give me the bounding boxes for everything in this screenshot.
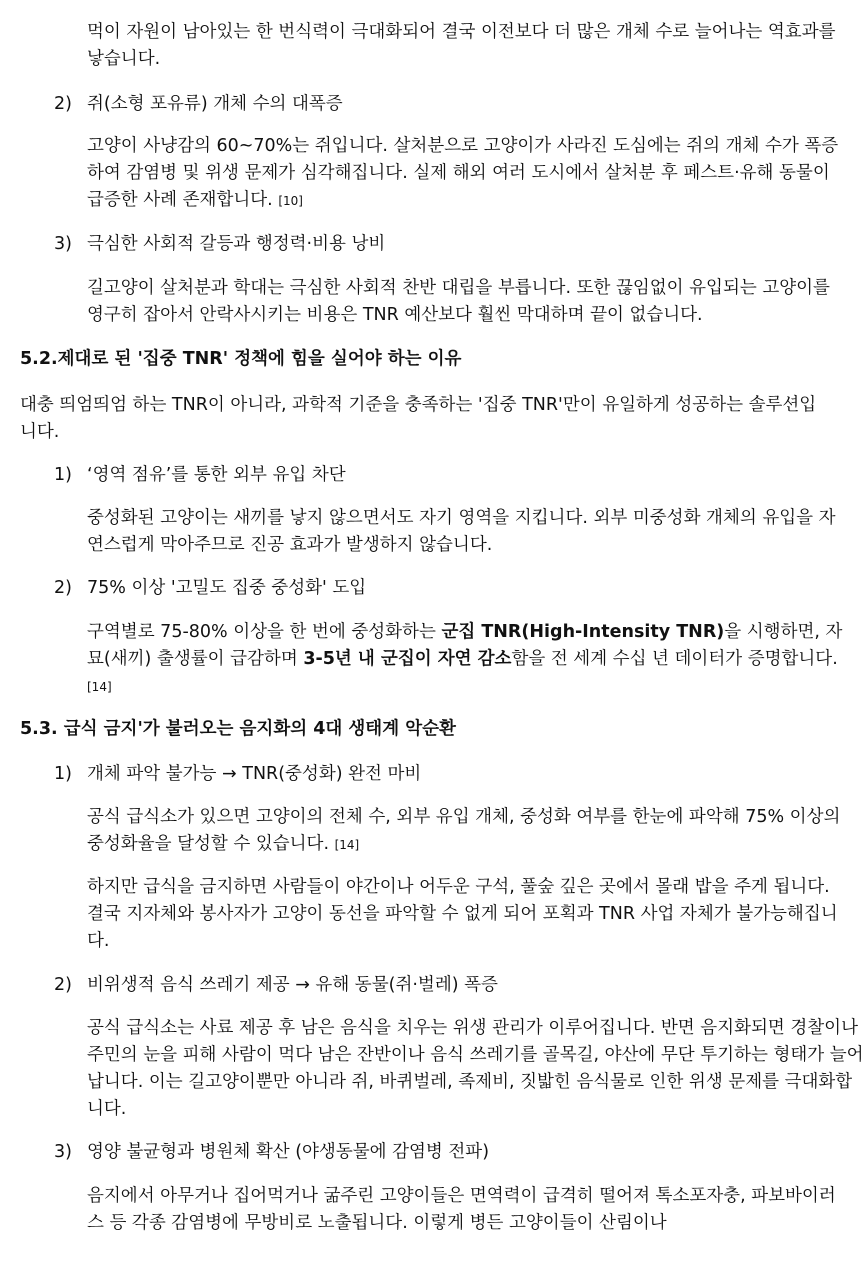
list-number: 2) bbox=[54, 578, 72, 598]
list-number: 3) bbox=[54, 234, 72, 254]
list-item-title: 75% 이상 '고밀도 집중 중성화' 도입 bbox=[87, 578, 367, 598]
list-number: 3) bbox=[54, 1142, 72, 1162]
bold-term: 군집 TNR(High-Intensity TNR) bbox=[441, 622, 725, 642]
hygiene-paragraph: 공식 급식소는 사료 제공 후 남은 음식을 치우는 위생 관리가 이루어집니다. 반면 음지화되면 경찰이나 주민의 눈을 피해 사람이 먹다 남은 잔반이나 음식 쓰레기를 골목길, 야산에 무단 투기하는 형태가 늘어납니다. 이는 길고양이뿐만 아니라 쥐, 바퀴벌레, 족제비, 짓밟힌 음식물로 인한 위생 문제를 극대화합니다. bbox=[87, 1018, 864, 1119]
citation-ref: [14] bbox=[87, 680, 112, 694]
text-run: 함을 전 세계 수십 년 데이터가 증명합니다. bbox=[511, 649, 838, 669]
list-item-hygiene bbox=[54, 972, 844, 999]
citation-ref: [10] bbox=[278, 194, 303, 208]
high-density-paragraph bbox=[87, 619, 847, 701]
tracking-paragraph-1 bbox=[87, 804, 847, 859]
tracking-text: 공식 급식소가 있으면 고양이의 전체 수, 외부 유입 개체, 중성화 여부를 한눈에 파악해 75% 이상의 중성화율을 달성할 수 있습니다. bbox=[87, 807, 841, 854]
list-item-title: 극심한 사회적 갈등과 행정력·비용 낭비 bbox=[87, 234, 386, 254]
list-item-title: 영양 불균형과 병원체 확산 (야생동물에 감염병 전파) bbox=[87, 1142, 490, 1162]
rodent-text: 고양이 사냥감의 60~70%는 쥐입니다. 살처분으로 고양이가 사라진 도심에는 쥐의 개체 수가 폭증하여 감염병 및 위생 문제가 심각해집니다. 실제 해외 여러 도시에서 살처분 후 페스트·유해 동물이 급증한 사례 존재합니다. bbox=[87, 136, 839, 210]
text-run: 구역별로 75-80% 이상을 한 번에 중성화하는 bbox=[87, 622, 442, 642]
section-heading-5-3: 5.3. 급식 금지'가 불러오는 음지화의 4대 생태계 악순환 bbox=[20, 719, 456, 739]
intro-paragraph: 먹이 자원이 남아있는 한 번식력이 극대화되어 결국 이전보다 더 많은 개체 수로 늘어나는 역효과를 낳습니다. bbox=[87, 22, 836, 69]
list-item-high-density bbox=[54, 575, 844, 602]
text-run: 을 시행하면, 자묘(새끼) 출생률이 급감하며 bbox=[87, 622, 843, 669]
bold-term: 3-5년 내 군집이 자연 감소 bbox=[303, 649, 512, 669]
section-heading-5-2: 5.2.제대로 된 '집중 TNR' 정책에 힘을 실어야 하는 이유 bbox=[20, 349, 462, 369]
list-number: 1) bbox=[54, 465, 72, 485]
territory-paragraph: 중성화된 고양이는 새끼를 낳지 않으면서도 자기 영역을 지킵니다. 외부 미중성화 개체의 유입을 자연스럽게 막아주므로 진공 효과가 발생하지 않습니다. bbox=[87, 508, 836, 555]
tracking-paragraph-2: 하지만 급식을 금지하면 사람들이 야간이나 어두운 구석, 풀숲 깊은 곳에서 몰래 밥을 주게 됩니다. 결국 지자체와 봉사자가 고양이 동선을 파악할 수 없게 되어 포획과 TNR 사업 자체가 불가능해집니다. bbox=[87, 877, 838, 951]
social-conflict-paragraph: 길고양이 살처분과 학대는 극심한 사회적 찬반 대립을 부릅니다. 또한 끊임없이 유입되는 고양이를 영구히 잡아서 안락사시키는 비용은 TNR 예산보다 훨씬 막대하며 끝이 없습니다. bbox=[87, 278, 830, 325]
list-number: 2) bbox=[54, 94, 72, 114]
disease-paragraph: 음지에서 아무거나 집어먹거나 굶주린 고양이들은 면역력이 급격히 떨어져 톡소포자충, 파보바이러스 등 각종 감염병에 무방비로 노출됩니다. 이렇게 병든 고양이들이 산림이나 bbox=[87, 1186, 836, 1233]
list-item-title: 개체 파악 불가능 → TNR(중성화) 완전 마비 bbox=[87, 764, 422, 784]
list-item-territory bbox=[54, 462, 844, 489]
list-item-tracking bbox=[54, 761, 844, 788]
rodent-paragraph bbox=[87, 133, 847, 215]
list-item-title: 비위생적 음식 쓰레기 제공 → 유해 동물(쥐·벌레) 폭증 bbox=[87, 975, 498, 995]
list-item-social-conflict bbox=[54, 231, 844, 258]
section-5-2-body: 대충 띄엄띄엄 하는 TNR이 아니라, 과학적 기준을 충족하는 '집중 TNR'만이 유일하게 성공하는 솔루션입니다. bbox=[20, 395, 817, 442]
list-item-rodent-increase bbox=[54, 91, 844, 118]
list-item-disease bbox=[54, 1139, 844, 1166]
list-number: 1) bbox=[54, 764, 72, 784]
list-item-title: ‘영역 점유’를 통한 외부 유입 차단 bbox=[87, 465, 346, 485]
citation-ref: [14] bbox=[334, 838, 360, 852]
list-number: 2) bbox=[54, 975, 72, 995]
list-item-title: 쥐(소형 포유류) 개체 수의 대폭증 bbox=[87, 94, 343, 114]
